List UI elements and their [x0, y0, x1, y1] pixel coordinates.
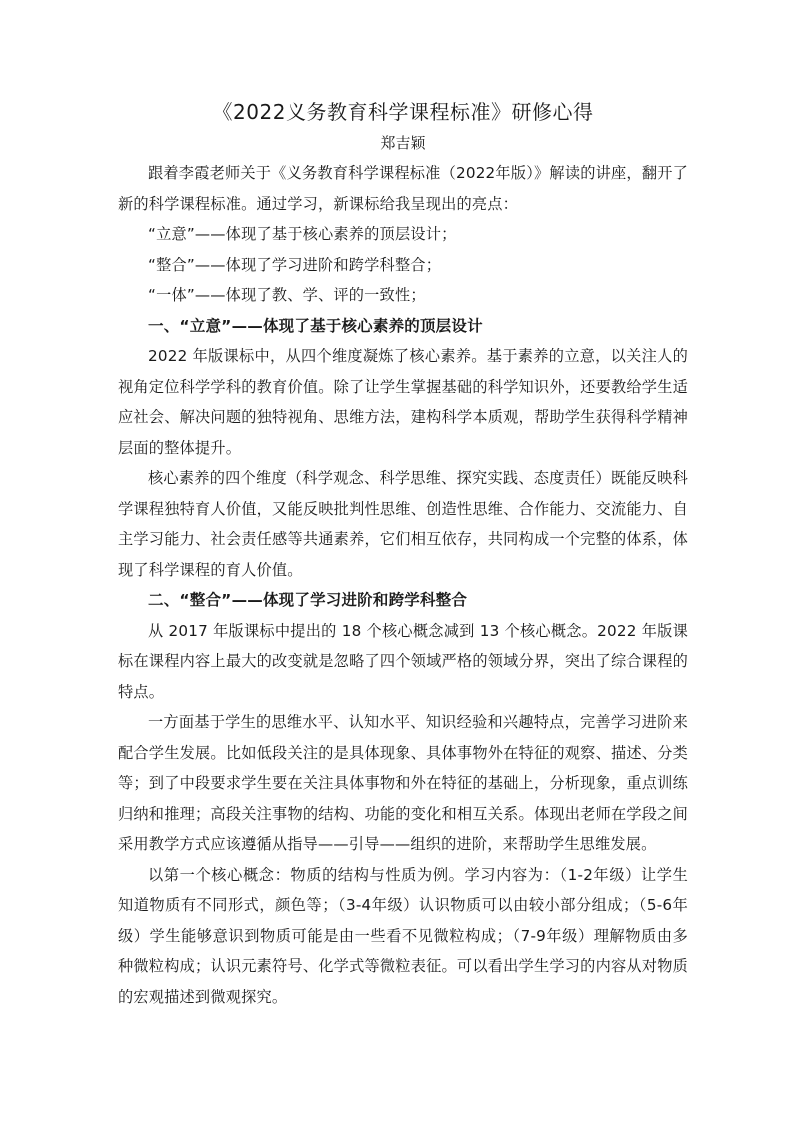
- document-author: 郑吉颖: [380, 134, 426, 152]
- body-paragraph: 从 2017 年版课标中提出的 18 个核心概念减到 13 个核心概念。2022 年版课标在课程内容上最大的改变就是忽略了四个领域严格的领域分界，突出了综合课程的特点。: [118, 621, 688, 701]
- intro-paragraph: 跟着李霞老师关于《义务教育科学课程标准（2022年版）》解读的讲座，翻开了新的科学课程标准。通过学习，新课标给我呈现出的亮点：: [118, 164, 688, 213]
- highlight-item: “一体”——体现了教、学、评的一致性；: [148, 286, 426, 304]
- body-paragraph: 以第一个核心概念：物质的结构与性质为例。学习内容为：（1-2年级）让学生知道物质有不同形式，颜色等；（3-4年级）认识物质可以由较小部分组成；（5-6年级）学生能够意识到物质可能是由一些看不见微粒构成；（7-9年级）理解物质由多种微粒构成；认识元素符号、化学式等微粒表征。可以看出学生学习的内容从对物质的宏观描述到微观探究。: [118, 865, 688, 1006]
- body-paragraph: 2022 年版课标中，从四个维度凝炼了核心素养。基于素养的立意，以关注人的视角定位科学学科的教育价值。除了让学生掌握基础的科学知识外，还要教给学生适应社会、解决问题的独特视角、思维方法，建构科学本质观，帮助学生获得科学精神层面的整体提升。: [118, 347, 688, 457]
- highlight-item: “整合”——体现了学习进阶和跨学科整合；: [148, 255, 442, 274]
- document-body: [118, 96, 688, 1012]
- section-heading: 一、“立意”——体现了基于核心素养的顶层设计: [148, 316, 483, 335]
- highlight-item: “立意”——体现了基于核心素养的顶层设计；: [148, 225, 457, 243]
- document-title: 《2022义务教育科学课程标准》研修心得: [212, 100, 594, 124]
- body-paragraph: 一方面基于学生的思维水平、认知水平、知识经验和兴趣特点，完善学习进阶来配合学生发展。比如低段关注的是具体现象、具体事物外在特征的观察、描述、分类等；到了中段要求学生要在关注具体事物和外在特征的基础上，分析现象，重点训练归纳和推理；高段关注事物的结构、功能的变化和相互关系。体现出老师在学段之间采用教学方式应该遵循从指导——引导——组织的进阶，来帮助学生思维发展。: [118, 713, 688, 853]
- body-paragraph: 核心素养的四个维度（科学观念、科学思维、探究实践、态度责任）既能反映科学课程独特育人价值，又能反映批判性思维、创造性思维、合作能力、交流能力、自主学习能力、社会责任感等共通素养，它们相互依存，共同构成一个完整的体系，体现了科学课程的育人价值。: [118, 469, 688, 579]
- section-heading: 二、“整合”——体现了学习进阶和跨学科整合: [148, 591, 468, 609]
